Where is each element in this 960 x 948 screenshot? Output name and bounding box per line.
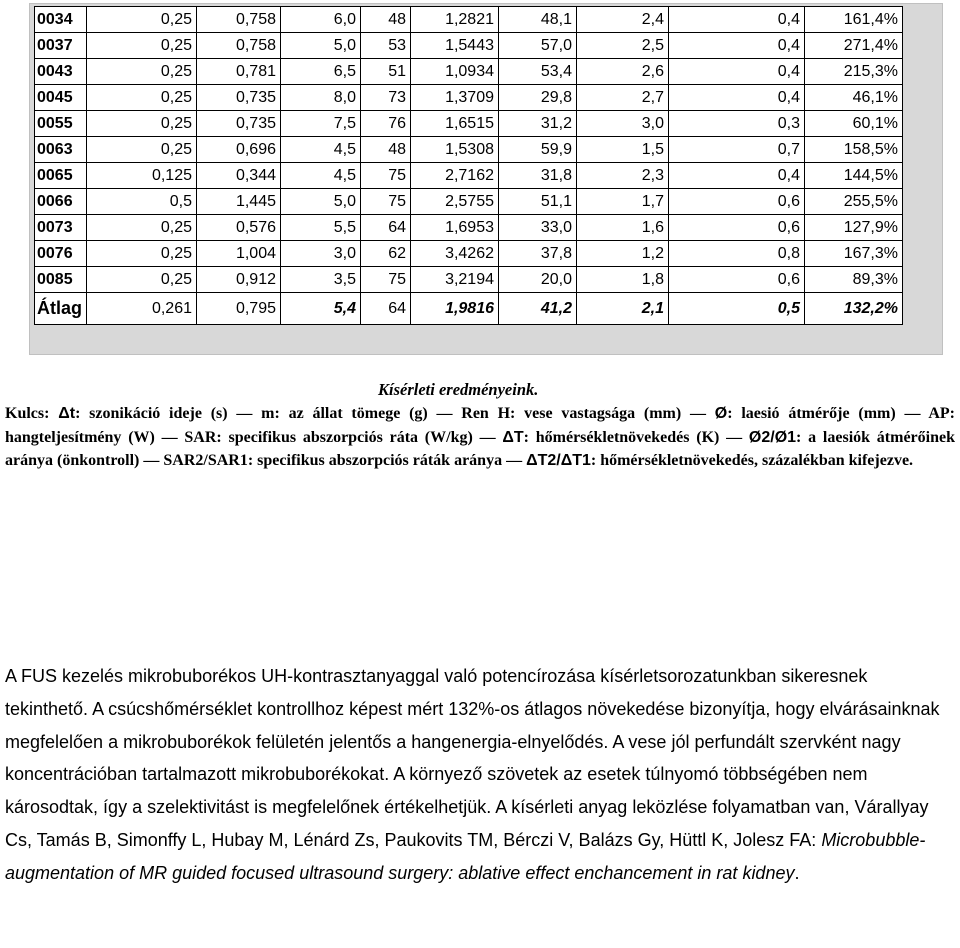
table-cell: 0,758 [197,33,281,59]
table-cell: 1,5443 [411,33,499,59]
sample-id-cell: 0043 [35,59,87,85]
table-cell: 0,3 [669,111,805,137]
table-cell: 31,2 [499,111,577,137]
table-cell: 3,0 [577,111,669,137]
table-cell: 7,5 [281,111,361,137]
average-cell: 0,261 [87,293,197,325]
table-cell: 1,6515 [411,111,499,137]
sample-id-cell: 0076 [35,241,87,267]
average-label: Átlag [35,293,87,325]
table-row [35,137,903,163]
table-cell: 0,912 [197,267,281,293]
table-row [35,33,903,59]
table-cell: 1,2821 [411,7,499,33]
table-cell: 1,5 [577,137,669,163]
table-cell: 0,696 [197,137,281,163]
key-symbol-diameter-ratio: Ø2/Ø1 [748,428,797,446]
key-text-2: : szonikáció ideje (s) — m: az állat tömege (g) — Ren H: vese vastagsága (mm) — [75,405,715,422]
table-row [35,241,903,267]
key-symbol-diameter: Ø [714,405,728,422]
table-cell: 1,445 [197,189,281,215]
table-cell: 271,4% [805,33,903,59]
table-cell: 48 [361,7,411,33]
table-cell: 0,125 [87,163,197,189]
body-paragraph [5,660,950,890]
table-cell: 0,25 [87,111,197,137]
table-cell: 3,4262 [411,241,499,267]
table-cell: 5,0 [281,189,361,215]
table-cell: 167,3% [805,241,903,267]
table-cell: 158,5% [805,137,903,163]
table-cell: 20,0 [499,267,577,293]
table-cell: 76 [361,111,411,137]
table-cell: 0,4 [669,85,805,111]
key-text-1: Kulcs: [5,405,59,422]
table-cell: 1,0934 [411,59,499,85]
table-row [35,85,903,111]
table-cell: 6,0 [281,7,361,33]
table-cell: 0,735 [197,111,281,137]
key-symbol-delta-T: ΔT [502,428,524,446]
table-cell: 75 [361,189,411,215]
table-cell: 0,7 [669,137,805,163]
table-cell: 1,8 [577,267,669,293]
table-cell: 3,0 [281,241,361,267]
average-cell: 41,2 [499,293,577,325]
table-cell: 0,8 [669,241,805,267]
table-cell: 0,25 [87,137,197,163]
average-cell: 2,1 [577,293,669,325]
sample-id-cell: 0034 [35,7,87,33]
table-cell: 6,5 [281,59,361,85]
sample-id-cell: 0066 [35,189,87,215]
table-row [35,267,903,293]
table-cell: 0,781 [197,59,281,85]
table-cell: 51 [361,59,411,85]
table-cell: 53 [361,33,411,59]
table-cell: 0,4 [669,7,805,33]
sample-id-cell: 0065 [35,163,87,189]
table-cell: 0,6 [669,189,805,215]
body-text: A FUS kezelés mikrobuborékos UH-kontrasztanyaggal való potencírozása kísérletsorozatunkban sikeresnek tekinthető. A csúcshőmérséklet kontrollhoz képest mért 132%-os átlagos növekedése bizonyítja, hogy elvárásainknak megfelelően a mikrobuborékok felületén jelentős a hangenergia-elnyelődés. A vese jól perfundált szervként nagy koncentrációban tartalmazott mikrobuborékokat. A környező szövetek az esetek túlnyomó többségében nem károsodtak, így a szelektivitást is megfelelőnek értékelhetjük. A kísérleti anyag leközlése folyamatban van, Várallyay Cs, Tamás B, Simonffy L, Hubay M, Lénárd Zs, Paukovits TM, Bérczi V, Balázs Gy, Hüttl K, Jolesz FA: [5,666,940,850]
average-row [35,293,903,325]
table-cell: 2,3 [577,163,669,189]
table-cell: 1,6953 [411,215,499,241]
key-text-5: : a laesiók átmérőinek aránya (önkontroll) — SAR2/SAR1: specifikus abszorpciós ráták aránya — [5,428,956,469]
average-cell: 5,4 [281,293,361,325]
average-cell: 1,9816 [411,293,499,325]
average-cell: 64 [361,293,411,325]
table-cell: 59,9 [499,137,577,163]
table-cell: 1,6 [577,215,669,241]
results-table [34,6,903,325]
table-cell: 1,2 [577,241,669,267]
table-cell: 1,7 [577,189,669,215]
table-cell: 0,735 [197,85,281,111]
table-cell: 0,4 [669,59,805,85]
key-symbol-delta-t: Δt [58,405,76,422]
table-cell: 33,0 [499,215,577,241]
table-cell: 0,758 [197,7,281,33]
table-cell: 4,5 [281,163,361,189]
table-cell: 0,25 [87,241,197,267]
table-cell: 75 [361,163,411,189]
table-cell: 5,0 [281,33,361,59]
table-row [35,163,903,189]
table-cell: 0,6 [669,215,805,241]
table-cell: 57,0 [499,33,577,59]
table-cell: 0,25 [87,267,197,293]
table-cell: 60,1% [805,111,903,137]
table-cell: 0,5 [87,189,197,215]
average-cell: 0,5 [669,293,805,325]
table-cell: 2,5755 [411,189,499,215]
table-cell: 1,3709 [411,85,499,111]
table-cell: 144,5% [805,163,903,189]
publication-title: Microbubble-augmentation of MR guided focused ultrasound surgery: ablative effect enchancement in rat kidney [5,829,926,883]
table-body [35,7,903,325]
sample-id-cell: 0045 [35,85,87,111]
table-caption: Kísérleti eredményeink. [378,380,539,399]
table-cell: 0,4 [669,33,805,59]
key-text-3: : laesió átmérője (mm) — AP: hangteljesítmény (W) — SAR: specifikus abszorpciós ráta (W/kg) — [5,405,956,446]
table-cell: 8,0 [281,85,361,111]
table-row [35,7,903,33]
table-cell: 46,1% [805,85,903,111]
table-cell: 4,5 [281,137,361,163]
table-cell: 48 [361,137,411,163]
table-cell: 0,25 [87,33,197,59]
table-cell: 0,344 [197,163,281,189]
table-cell: 2,4 [577,7,669,33]
table-cell: 0,4 [669,163,805,189]
table-cell: 255,5% [805,189,903,215]
body-text-end: . [794,862,800,883]
sample-id-cell: 0085 [35,267,87,293]
table-cell: 53,4 [499,59,577,85]
sample-id-cell: 0073 [35,215,87,241]
table-cell: 0,25 [87,59,197,85]
table-cell: 62 [361,241,411,267]
table-row [35,111,903,137]
sample-id-cell: 0055 [35,111,87,137]
table-cell: 1,5308 [411,137,499,163]
sample-id-cell: 0063 [35,137,87,163]
table-cell: 51,1 [499,189,577,215]
table-cell: 1,004 [197,241,281,267]
table-cell: 0,25 [87,215,197,241]
table-cell: 73 [361,85,411,111]
table-cell: 29,8 [499,85,577,111]
average-cell: 132,2% [805,293,903,325]
table-cell: 37,8 [499,241,577,267]
table-row [35,189,903,215]
table-cell: 0,6 [669,267,805,293]
table-cell: 31,8 [499,163,577,189]
table-cell: 2,6 [577,59,669,85]
table-cell: 215,3% [805,59,903,85]
average-cell: 0,795 [197,293,281,325]
table-cell: 2,7162 [411,163,499,189]
table-cell: 5,5 [281,215,361,241]
key-symbol-temp-ratio: ΔT2/ΔT1 [526,452,591,469]
table-cell: 0,25 [87,85,197,111]
key-text-4: : hőmérsékletnövekedés (K) — [523,428,749,446]
table-cell: 161,4% [805,7,903,33]
table-cell: 2,7 [577,85,669,111]
table-cell: 48,1 [499,7,577,33]
table-cell: 64 [361,215,411,241]
table-cell: 127,9% [805,215,903,241]
table-cell: 0,576 [197,215,281,241]
sample-id-cell: 0037 [35,33,87,59]
table-cell: 0,25 [87,7,197,33]
table-cell: 3,2194 [411,267,499,293]
table-cell: 75 [361,267,411,293]
table-cell: 3,5 [281,267,361,293]
table-key [5,402,955,473]
table-cell: 89,3% [805,267,903,293]
key-text-6: : hőmérsékletnövekedés, százalékban kifejezve. [590,452,914,469]
table-row [35,59,903,85]
table-cell: 2,5 [577,33,669,59]
table-row [35,215,903,241]
